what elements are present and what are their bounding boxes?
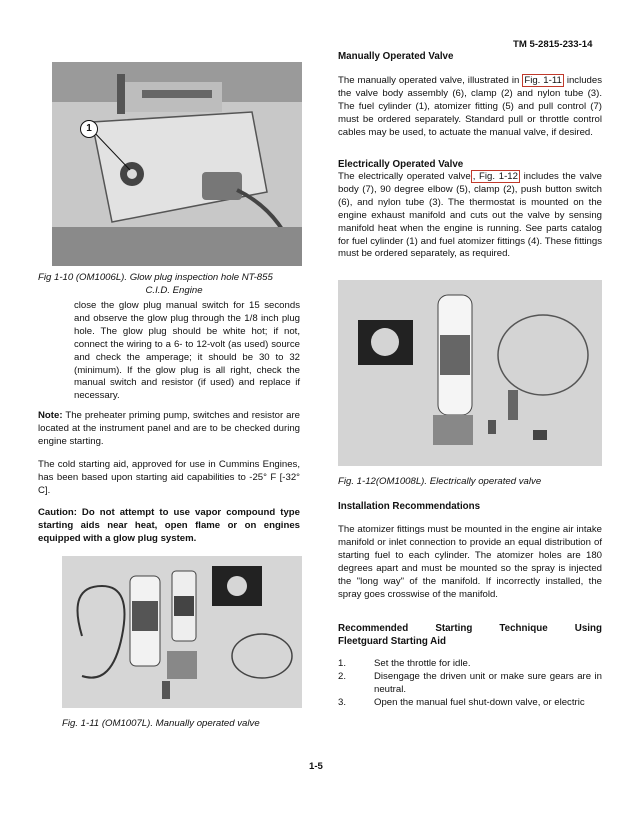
page-number: 1-5 <box>309 761 323 772</box>
manual-valve-kit-illustration <box>62 556 302 708</box>
fig-1-10-caption <box>38 272 310 298</box>
manual-valve-heading: Manually Operated Valve <box>338 51 454 62</box>
manual-valve-text-pre: The manually operated valve, illustrated in <box>338 75 520 86</box>
manual-valve-paragraph <box>338 75 602 140</box>
step-number: 2. <box>338 670 347 682</box>
glow-plug-engine-illustration <box>52 62 302 266</box>
fig-1-11-caption: Fig. 1-11 (OM1007L). Manually operated valve <box>62 718 260 729</box>
starting-steps-list <box>338 658 602 710</box>
list-item <box>338 697 602 710</box>
step-text: Set the throttle for idle. <box>374 658 471 669</box>
doc-number: TM 5-2815-233-14 <box>513 39 593 50</box>
fig-1-12-photo <box>338 280 602 466</box>
recommended-technique-heading <box>338 622 602 648</box>
electric-valve-kit-illustration <box>338 280 602 466</box>
note-text: The preheater priming pump, switches and resistor are located at the instrument panel and are to be checked during engine starting. <box>38 410 300 447</box>
fig-1-12-reference-link[interactable]: , Fig. 1-12 <box>472 171 518 182</box>
electric-valve-heading: Electrically Operated Valve <box>338 159 464 170</box>
list-item <box>338 658 602 671</box>
fig-1-12-caption: Fig. 1-12(OM1008L). Electrically operated valve <box>338 476 542 487</box>
installation-paragraph: The atomizer fittings must be mounted in the engine air intake manifold or inlet connection to provide an equal distribution of starting fuel to each cylinder. The atomizer holes are 180 degrees apart and must be mounted so the spray is injected the "long way" of the manifold. If incorrectly installed, the spray goes crosswise of the manifold. <box>338 524 602 600</box>
step-text: Open the manual fuel shut-down valve, or electric <box>374 696 585 708</box>
fig-1-10-photo <box>52 62 302 266</box>
fig-1-11-reference-link[interactable]: Fig. 1-11 <box>524 75 562 86</box>
step-number: 3. <box>338 696 347 708</box>
fig-1-10-callout: 1 <box>80 120 98 138</box>
recommended-heading-line1: Recommended Starting Technique Using <box>338 623 602 634</box>
recommended-heading-line2: Fleetguard Starting Aid <box>338 636 446 647</box>
fig-1-10-caption-line2: C.I.D. Engine <box>145 284 203 296</box>
manual-valve-text-post: includes the valve body assembly (6), clamp (2) and nylon tube (3). The fuel cylinder (1), atomizer fitting (5) and pull control (7) must be ordered separately. Standard pull or throttle control cables may be used, to actuate the manual valve, if desired. <box>338 75 603 138</box>
list-item <box>338 671 602 697</box>
fig-1-10-caption-line1: Fig 1-10 (OM1006L). Glow plug inspection hole NT-855 <box>38 272 273 283</box>
step-number: 1. <box>338 658 347 669</box>
glow-plug-paragraph: close the glow plug manual switch for 15 seconds and observe the glow plug through the 1/8 inch plug hole. The glow plug should be white hot; if not, connect the wiring to a 6- to 12-volt (as used) source and check the amperage; it should be 30 to 32 (minimum). If the glow plug is all right, check the manual switch and resistor (if used) and replace if necessary. <box>74 300 300 402</box>
note-label: Note: <box>38 410 63 421</box>
cold-start-paragraph: The cold starting aid, approved for use in Cummins Engines, has been based upon starting aid capabilities to -25° F [-32° C]. <box>38 459 300 496</box>
fig-1-11-photo <box>62 556 302 708</box>
electric-valve-paragraph <box>338 171 602 261</box>
installation-heading: Installation Recommendations <box>338 501 481 512</box>
caution-paragraph: Caution: Do not attempt to use vapor compound type starting aids near heat, open flame or on engines equipped with a glow plug system. <box>38 507 300 544</box>
step-text: Disengage the driven unit or make sure gears are in neutral. <box>374 670 602 695</box>
note-paragraph <box>38 410 300 449</box>
electric-valve-text-post: includes the valve body (7), 90 degree elbow (5), clamp (2), push button switch (6), and nylon tube (3). The thermostat is mounted on the engine exhaust manifold and cuts out the valve by sensing manifold heat when the engine is running. See parts catalog for fuel cylinder (1) and fuel atomizer fittings (4). These fittings must be ordered separately, as required. <box>338 171 602 260</box>
electric-valve-text-pre: The electrically operated valve <box>338 171 471 182</box>
